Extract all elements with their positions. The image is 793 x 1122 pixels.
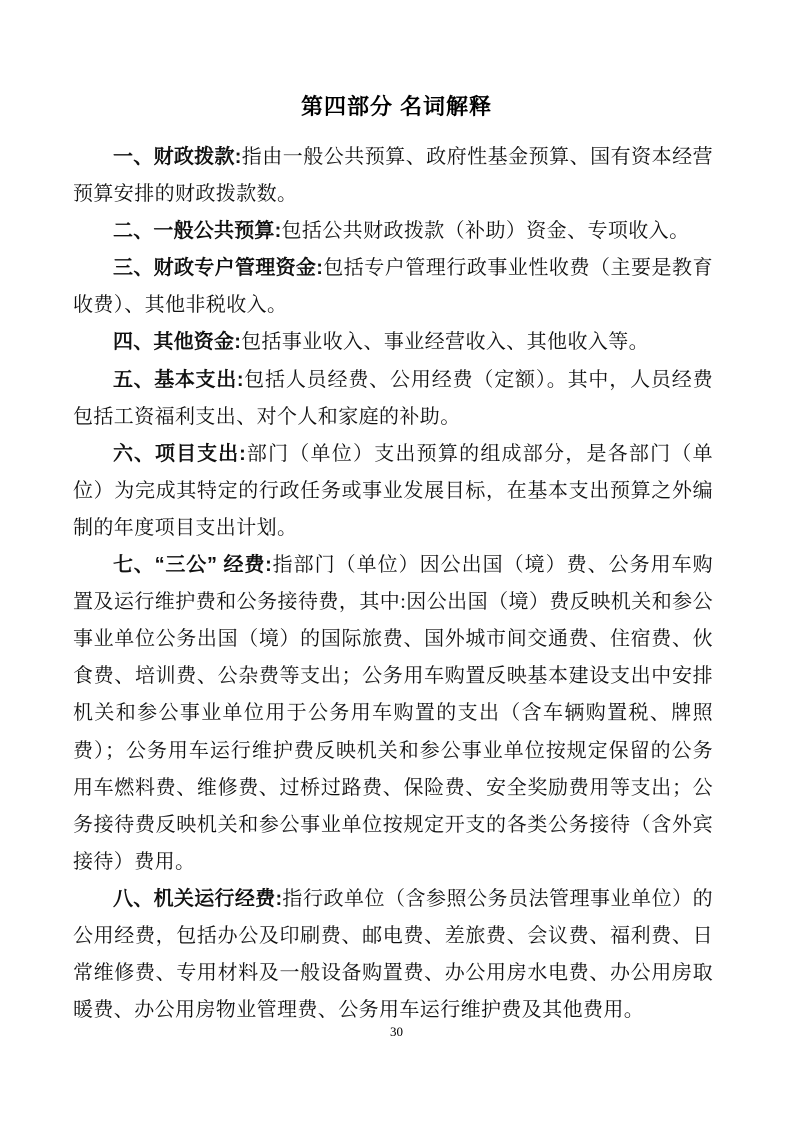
page-title: 第四部分 名词解释 — [300, 94, 493, 119]
term-label: 八、机关运行经费: — [113, 887, 283, 910]
definition-text: 包括公共财政拨款（补助）资金、专项收入。 — [281, 220, 690, 243]
definition-paragraph — [73, 547, 713, 881]
term-label: 三、财政专户管理资金: — [113, 257, 324, 280]
definition-text: 指部门（单位）因公出国（境）费、公务用车购置及运行维护费和公务接待费，其中:因公出国（境）费反映机关和参公事业单位公务出国（境）的国际旅费、国外城市间交通费、住宿费、伙食费、培训费、公杂费等支出；公务用车购置反映基本建设支出中安排机关和参公事业单位用于公务用车购置的支出（含车辆购置税、牌照费）；公务用车运行维护费反映机关和参公事业单位按规定保留的公务用车燃料费、维修费、过桥过路费、保险费、安全奖励费用等支出；公务接待费反映机关和参公事业单位按规定开支的各类公务接待（含外宾接待）费用。 — [73, 554, 713, 873]
definitions-section — [73, 139, 713, 1029]
definition-text: 包括事业收入、事业经营收入、其他收入等。 — [241, 331, 650, 354]
term-label: 四、其他资金: — [113, 331, 242, 354]
definition-text: 包括人员经费、公用经费（定额）。其中，人员经费包括工资福利支出、对个人和家庭的补助。 — [73, 368, 714, 428]
definition-text: 部门（单位）支出预算的组成部分，是各部门（单位）为完成其特定的行政任务或事业发展目标，在基本支出预算之外编制的年度项目支出计划。 — [73, 442, 713, 539]
definition-paragraph — [73, 139, 713, 213]
definition-paragraph — [73, 362, 713, 436]
definition-text: 指行政单位（含参照公务员法管理事业单位）的公用经费，包括办公及印刷费、邮电费、差旅费、会议费、福利费、日常维修费、专用材料及一般设备购置费、办公用房水电费、办公用房取暖费、办公用房物业管理费、公务用车运行维护费及其他费用。 — [73, 887, 713, 1022]
definition-paragraph — [73, 436, 713, 547]
term-label: 七、“三公” 经费: — [113, 554, 273, 577]
definition-paragraph — [73, 213, 713, 250]
definition-paragraph — [73, 881, 713, 1029]
term-label: 六、项目支出: — [113, 442, 247, 465]
term-label: 一、财政拨款: — [113, 146, 242, 168]
definition-text: 指由一般公共预算、政府性基金预算、国有资本经营预算安排的财政拨款数。 — [73, 146, 714, 206]
term-label: 二、一般公共预算: — [113, 220, 282, 243]
term-label: 五、基本支出: — [113, 368, 244, 391]
definition-text: 包括专户管理行政事业性收费（主要是教育收费）、其他非税收入。 — [73, 257, 713, 317]
page-number: 30 — [390, 1024, 403, 1039]
definition-paragraph — [73, 250, 713, 324]
definition-paragraph — [73, 324, 713, 361]
